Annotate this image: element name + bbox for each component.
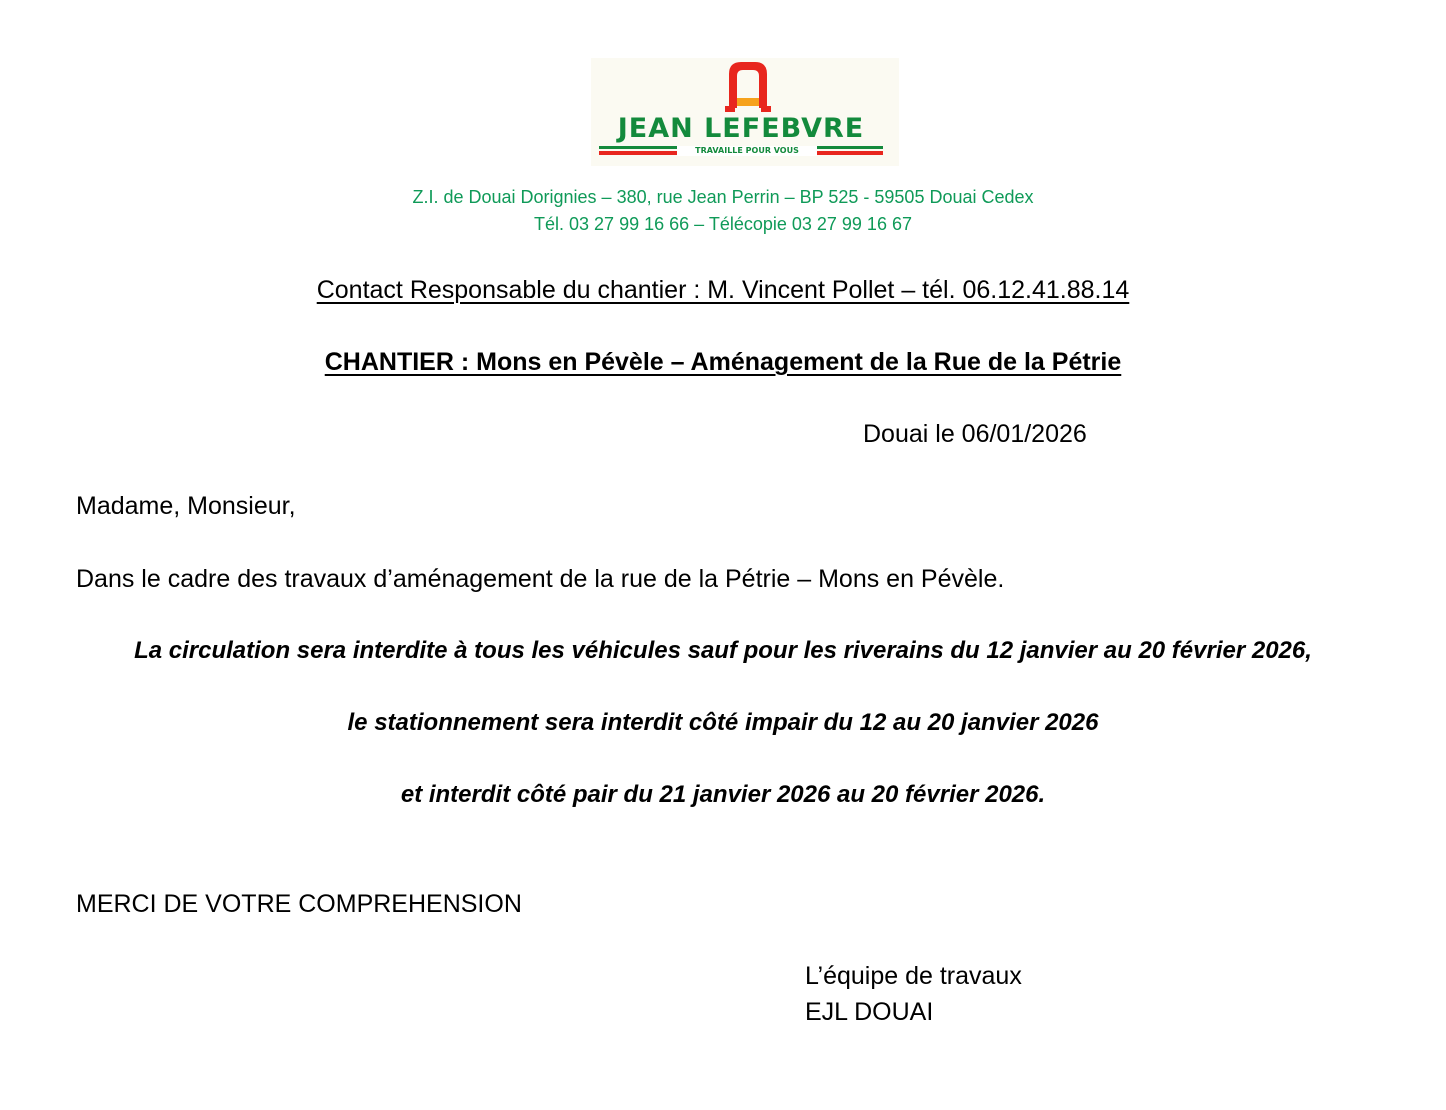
notice-stationnement-pair: et interdit côté pair du 21 janvier 2026 au 20 février 2026. bbox=[400, 781, 1046, 808]
signature-team: L’équipe de travaux bbox=[805, 962, 1022, 990]
signature-company: EJL DOUAI bbox=[805, 998, 934, 1026]
company-phone-fax: Tél. 03 27 99 16 66 – Télécopie 03 27 99 16 67 bbox=[534, 214, 912, 234]
closing-line: MERCI DE VOTRE COMPREHENSION bbox=[76, 890, 522, 918]
chantier-title bbox=[0, 346, 1446, 378]
notice-stationnement-impair: le stationnement sera interdit côté impair du 12 au 20 janvier 2026 bbox=[347, 709, 1099, 736]
salutation: Madame, Monsieur, bbox=[76, 492, 296, 520]
company-logo bbox=[591, 58, 899, 166]
contact-line bbox=[0, 274, 1446, 306]
logo-brand-name: JEAN LEFEBVRE bbox=[617, 113, 865, 144]
contact-text: Contact Responsable du chantier : M. Vincent Pollet – tél. 06.12.41.88.14 bbox=[316, 276, 1130, 304]
notice-circulation: La circulation sera interdite à tous les véhicules sauf pour les riverains du 12 janvier au 20 février 2026, bbox=[134, 637, 1312, 664]
logo-tagline: TRAVAILLE POUR VOUS bbox=[677, 146, 817, 156]
chantier-text: CHANTIER : Mons en Pévèle – Aménagement de la Rue de la Pétrie bbox=[324, 348, 1122, 376]
company-address: Z.I. de Douai Dorignies – 380, rue Jean Perrin – BP 525 - 59505 Douai Cedex bbox=[412, 187, 1034, 207]
date-line: Douai le 06/01/2026 bbox=[863, 420, 1087, 448]
intro-paragraph: Dans le cadre des travaux d’aménagement de la rue de la Pétrie – Mons en Pévèle. bbox=[76, 565, 1005, 593]
